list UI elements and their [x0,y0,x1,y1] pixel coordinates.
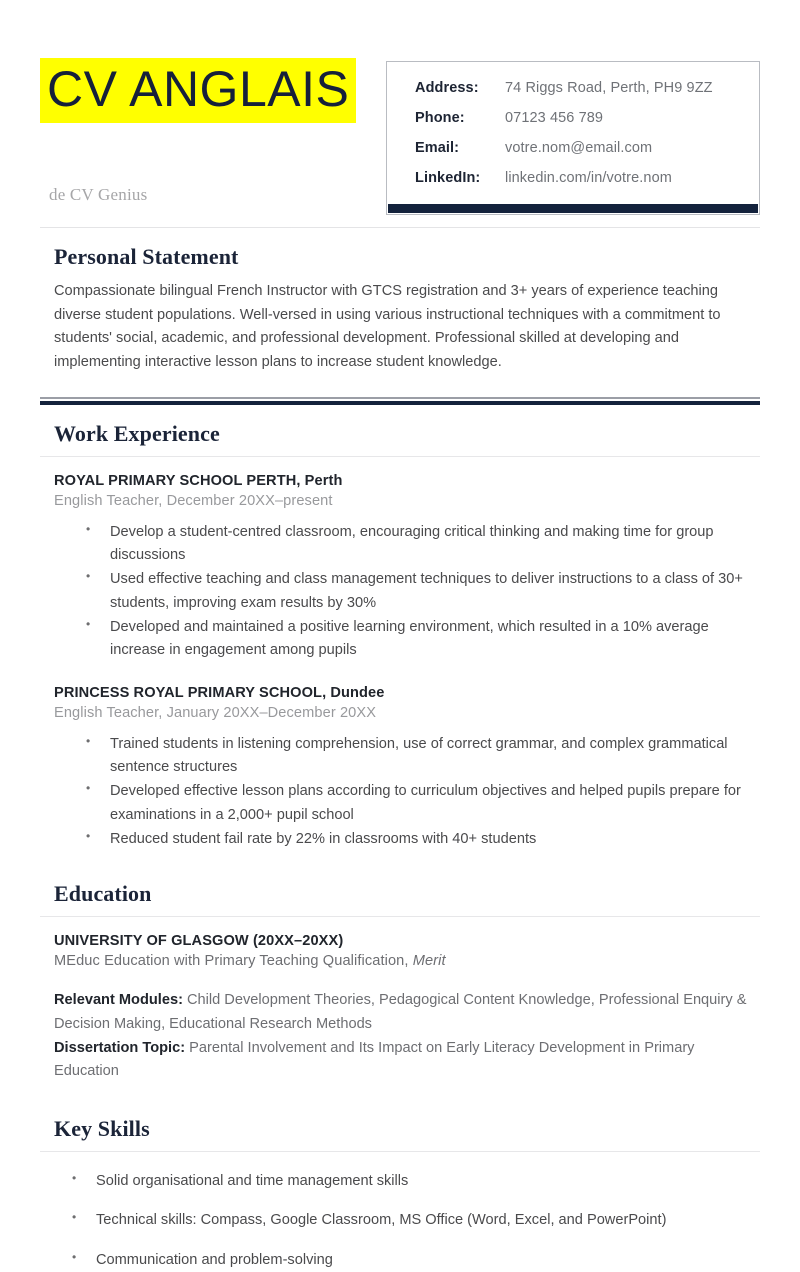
contact-value-linkedin[interactable]: linkedin.com/in/votre.nom [505,170,672,186]
education-entry [54,933,760,969]
education-institution: UNIVERSITY OF GLASGOW (20XX–20XX) [54,933,344,950]
list-item: • Communication and problem-solving [68,1249,760,1272]
contact-label-linkedin: LinkedIn: [415,170,481,186]
list-item: • Trained students in listening comprehension, use of correct grammar, and complex grammatical sentence structures [82,733,760,780]
section-work-experience [40,405,760,852]
contact-accent-bar [388,204,758,213]
personal-statement-text: Compassionate bilingual French Instructor with GTCS registration and 3+ years of experience teaching diverse student populations. Well-versed in using various instructional techniques with a commitment to students' social, academic, and professional development. Professional skilled at developing and implementing interactive lesson plans to increase student knowledge. [54,283,721,370]
key-skills-bullets [40,1170,760,1272]
list-item: • Develop a student-centred classroom, encouraging critical thinking and making time for group discussions [82,521,760,568]
work-entry-subtitle: English Teacher, December 20XX–present [54,492,333,509]
work-entry-bullets [54,521,760,663]
education-modules-label: Relevant Modules: [54,992,183,1009]
divider-double [40,397,760,405]
list-item: • Solid organisational and time management skills [68,1170,760,1193]
page-title: CV ANGLAIS [40,58,356,123]
education-degree-grade: Merit [412,953,446,970]
work-entry-bullets [54,733,760,852]
contact-label-phone: Phone: [415,110,465,126]
contact-label-email: Email: [415,140,460,156]
work-entry [54,685,760,852]
section-education [40,865,760,1084]
contact-row-email [415,140,739,156]
work-entry [54,473,760,663]
education-details [40,989,760,1084]
section-personal-statement [40,228,760,375]
section-heading-personal-statement: Personal Statement [54,244,239,269]
contact-box [386,61,760,215]
contact-label-address: Address: [415,80,479,96]
contact-list [387,62,759,204]
section-heading-rule-skills [40,1151,760,1152]
list-item: • Developed and maintained a positive learning environment, which resulted in a 10% average increase in engagement among pupils [82,616,760,663]
section-heading-rule-education [40,916,760,917]
education-degree-text: MEduc Education with Primary Teaching Qualification, [54,953,413,970]
section-heading-work-experience: Work Experience [54,420,220,446]
contact-row-address [415,80,739,96]
header-left [40,58,385,205]
contact-row-phone [415,110,739,126]
list-item: • Technical skills: Compass, Google Classroom, MS Office (Word, Excel, and PowerPoint) [68,1209,760,1232]
list-item: • Reduced student fail rate by 22% in classrooms with 40+ students [82,828,760,851]
education-degree [54,953,760,969]
education-dissertation [54,1037,760,1084]
byline: de CV Genius [49,185,148,204]
section-heading-key-skills: Key Skills [54,1115,150,1141]
contact-row-linkedin [415,170,739,186]
section-heading-education: Education [54,881,152,907]
education-modules-value: Child Development Theories, Pedagogical Content Knowledge, Professional Enquiry & Decision Making, Educational Research Methods [54,992,747,1032]
contact-value-email[interactable]: votre.nom@email.com [505,140,653,156]
work-entry-title: PRINCESS ROYAL PRIMARY SCHOOL, Dundee [54,684,385,701]
education-dissertation-value: Parental Involvement and Its Impact on Early Literacy Development in Primary Education [54,1039,695,1080]
contact-value-address: 74 Riggs Road, Perth, PH9 9ZZ [505,80,713,96]
education-modules [54,989,760,1036]
resume-header [40,0,760,215]
section-key-skills [40,1100,760,1272]
education-dissertation-label: Dissertation Topic: [54,1039,186,1056]
contact-value-phone: 07123 456 789 [505,110,604,126]
work-entry-title: ROYAL PRIMARY SCHOOL PERTH, Perth [54,472,343,489]
section-heading-rule-work [40,456,760,457]
list-item: • Developed effective lesson plans according to curriculum objectives and helped pupils prepare for examinations in a 2,000+ pupil school [82,780,760,827]
list-item: • Used effective teaching and class management techniques to deliver instructions to a class of 30+ students, improving exam results by 30% [82,568,760,615]
work-entry-subtitle: English Teacher, January 20XX–December 20XX [54,704,377,721]
